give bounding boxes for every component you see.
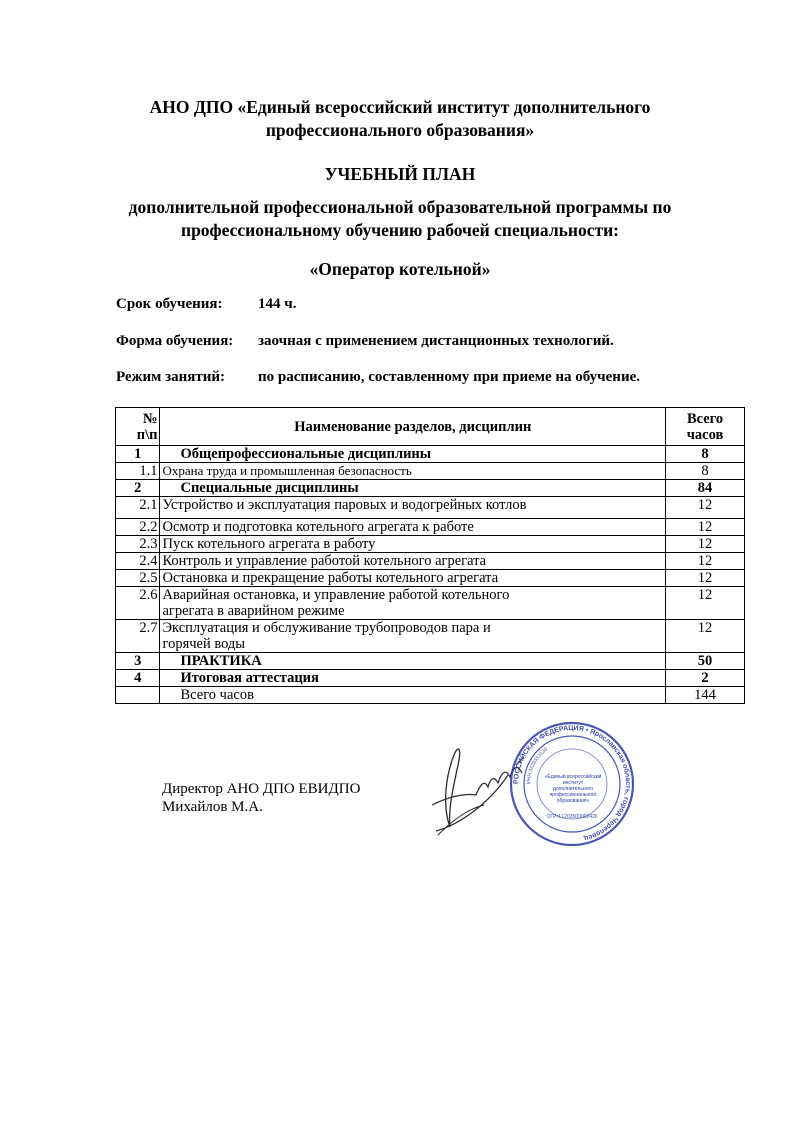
row-hours: 12 [666,587,745,620]
table-row [116,670,745,687]
org-line-2: профессионального образования» [265,120,535,140]
row-num: 2.5 [116,570,160,587]
row-num: 2.1 [116,497,160,519]
table-row [116,480,745,497]
row-name [160,587,666,620]
row-num: 3 [116,653,160,670]
row-hours: 144 [666,687,745,704]
header-name: Наименование разделов, дисциплин [160,408,666,446]
subtitle-line-2: профессиональному обучению рабочей специальности: [180,220,620,240]
duration-value: 144 ч. [258,296,297,312]
row-hours: 84 [666,480,745,497]
row-num [116,687,160,704]
table-row [116,497,745,519]
row-name-line-2: агрегата в аварийном режиме [162,603,345,619]
row-name: Охрана труда и промышленная безопасность [160,463,666,480]
row-name-line-2: горячей воды [162,636,246,652]
row-name: Итоговая аттестация [160,670,666,687]
row-hours: 50 [666,653,745,670]
row-name: Устройство и эксплуатация паровых и водогрейных котлов [160,497,666,519]
row-num: 2.3 [116,536,160,553]
org-line-1: АНО ДПО «Единый всероссийский институт дополнительного [149,97,651,117]
row-name: Остановка и прекращение работы котельного агрегата [160,570,666,587]
table-row [116,519,745,536]
row-num: 1 [116,446,160,463]
row-hours: 8 [666,446,745,463]
header-num-line-2: п\п [136,426,158,443]
table-row [116,653,745,670]
schedule-value: по расписанию, составленному при приеме на обучение. [258,369,640,385]
row-hours: 2 [666,670,745,687]
program-name: «Оператор котельной» [309,259,491,279]
row-name [160,620,666,653]
organization-name [0,96,800,142]
row-name: Специальные дисциплины [160,480,666,497]
row-num: 2 [116,480,160,497]
row-num: 2.2 [116,519,160,536]
row-num: 2.7 [116,620,160,653]
signature-block [162,780,360,816]
row-name: Всего часов [160,687,666,704]
row-name-line-1: Аварийная остановка, и управление работой котельного [162,587,510,603]
row-hours: 8 [666,463,745,480]
table-row [116,587,745,620]
schedule-label: Режим занятий: [116,369,226,385]
row-num: 2.6 [116,587,160,620]
seal-outer-text: РОССИЙСКАЯ ФЕДЕРАЦИЯ • Ярославская область, город Череповец [512,724,632,842]
header-num-line-1: № [142,410,158,427]
header-hours [666,408,745,446]
director-title: Директор АНО ДПО ЕВИДПО [162,781,361,797]
row-hours: 12 [666,519,745,536]
row-hours: 12 [666,497,745,519]
subtitle-line-1: дополнительной профессиональной образовательной программы по [128,197,672,217]
seal-ogrn-text: ОГРН 1203500002426 [546,814,598,820]
row-hours: 12 [666,570,745,587]
row-name: Контроль и управление работой котельного агрегата [160,553,666,570]
row-name: ПРАКТИКА [160,653,666,670]
header-hours-line-1: Всего [686,410,724,427]
table-header-row [116,408,745,446]
seal-inner-text: «Единый всероссийский институт дополнительного профессионального образования» [544,774,602,804]
row-name: Общепрофессиональные дисциплины [160,446,666,463]
table-total-row [116,687,745,704]
row-hours: 12 [666,553,745,570]
table-row [116,620,745,653]
table-row [116,570,745,587]
document-subtitle [0,196,800,242]
row-num: 4 [116,670,160,687]
row-name-line-1: Эксплуатация и обслуживание трубопроводов пара и [162,620,491,636]
row-name: Осмотр и подготовка котельного агрегата к работе [160,519,666,536]
form-label: Форма обучения: [116,333,234,349]
table-row [116,536,745,553]
row-num: 2.4 [116,553,160,570]
row-hours: 12 [666,620,745,653]
row-num: 1.1 [116,463,160,480]
form-value: заочная с применением дистанционных технологий. [258,333,614,349]
table-row [116,463,745,480]
seal-inn-text: ИНН 3528313130 [525,746,549,785]
table-row [116,553,745,570]
row-hours: 12 [666,536,745,553]
header-num [116,408,160,446]
header-hours-line-2: часов [686,426,724,443]
duration-label: Срок обучения: [116,296,223,312]
document-title: УЧЕБНЫЙ ПЛАН [324,164,476,184]
curriculum-table [115,407,745,704]
row-name: Пуск котельного агрегата в работу [160,536,666,553]
table-row [116,446,745,463]
director-name: Михайлов М.А. [162,799,263,815]
